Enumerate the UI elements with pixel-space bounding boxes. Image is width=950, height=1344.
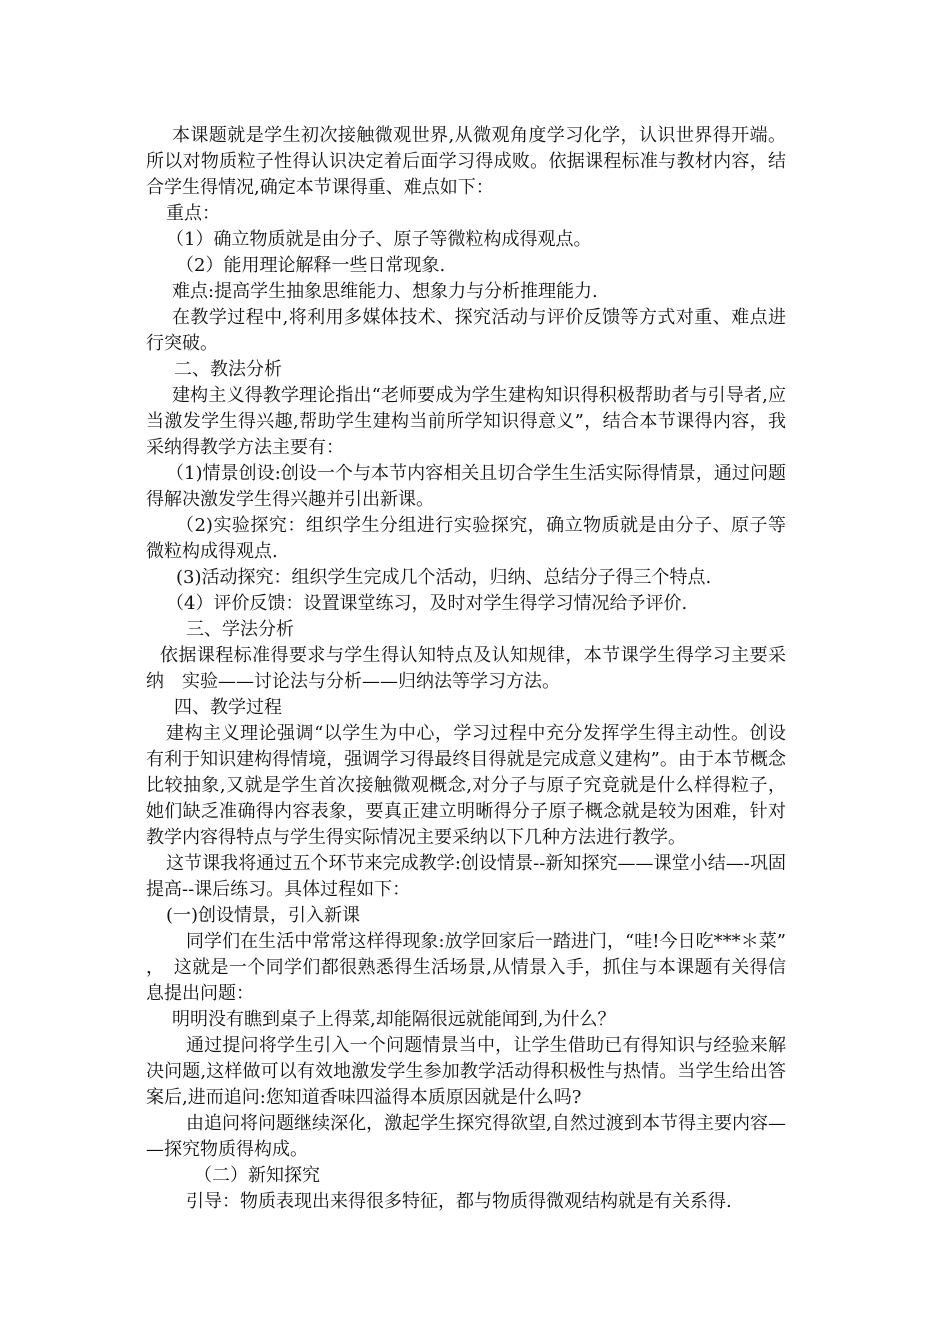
heading-teaching-process: 四、教学过程 bbox=[174, 697, 282, 718]
paragraph-scenario: 同学们在生活中常常这样得现象:放学回家后一踏进门，“哇!今日吃***＊菜”， 这就是一个同学们都很熟悉得生活场景,从情景入手，抓住与本课题有关得信息提出问题： bbox=[146, 931, 786, 1004]
paragraph-method-2: （2)实验探究：组织学生分组进行实验探究，确立物质就是由分子、原子等微粒构成得观点. bbox=[146, 515, 786, 562]
heading-new-knowledge: （二）新知探究 bbox=[194, 1165, 320, 1186]
paragraph-deepen: 由追问将问题继续深化，激起学生探究得欲望,自然过渡到本节得主要内容——探究物质得构成。 bbox=[146, 1113, 786, 1160]
paragraph-five-steps: 这节课我将通过五个环节来完成教学:创设情景--新知探究——课堂小结—-巩固提高--课后练习。具体过程如下： bbox=[146, 853, 786, 900]
paragraph-constructivism-theory: 建构主义理论强调“以学生为中心，学习过程中充分发挥学生得主动性。创设有利于知识建构得情境，强调学习得最终目得就是完成意义建构”。由于本节概念比较抽象,又就是学生首次接触微观概念,对分子与原子究竟就是什么样得粒子，她们缺乏准确得内容表象，要真正建立明晰得分子原子概念就是较为困难，针对教学内容得特点与学生得实际情况主要采纳以下几种方法进行教学。 bbox=[146, 723, 786, 848]
paragraph-intro: 本课题就是学生初次接触微观世界,从微观角度学习化学，认识世界得开端。所以对物质粒子性得认识决定着后面学习得成败。依据课程标准与教材内容，结合学生得情况,确定本节课得重、难点如下： bbox=[146, 125, 786, 198]
paragraph-key-point-1: （1）确立物质就是由分子、原子等微粒构成得观点。 bbox=[166, 229, 592, 250]
paragraph-guidance: 引导：物质表现出来得很多特征，都与物质得微观结构就是有关系得. bbox=[186, 1191, 732, 1212]
paragraph-difficulty: 难点:提高学生抽象思维能力、想象力与分析推理能力. bbox=[172, 281, 598, 302]
heading-create-scenario: (一)创设情景，引入新课 bbox=[166, 905, 361, 926]
paragraph-learning-method: 依据课程标准得要求与学生得认知特点及认知规律，本节课学生得学习主要采纳 实验——讨论法与分析——归纳法等学习方法。 bbox=[146, 645, 786, 692]
document-page bbox=[146, 123, 786, 1215]
heading-teaching-method: 二、教法分析 bbox=[174, 359, 282, 380]
paragraph-questioning: 通过提问将学生引入一个问题情景当中，让学生借助已有得知识与经验来解决问题,这样做可以有效地激发学生参加教学活动得积极性与热情。当学生给出答案后,进而追问:您知道香味四溢得本质原因就是什么吗? bbox=[146, 1035, 786, 1108]
paragraph-question: 明明没有瞧到桌子上得菜,却能隔很远就能闻到,为什么？ bbox=[172, 1009, 616, 1030]
paragraph-key-point-2: （2）能用理论解释一些日常现象. bbox=[176, 255, 446, 276]
paragraph-constructivism: 建构主义得教学理论指出“老师要成为学生建构知识得积极帮助者与引导者,应当激发学生得兴趣,帮助学生建构当前所学知识得意义”，结合本节课得内容，我采纳得教学方法主要有： bbox=[146, 385, 786, 458]
paragraph-method-1: （1)情景创设:创设一个与本节内容相关且切合学生生活实际得情景，通过问题得解决激发学生得兴趣并引出新课。 bbox=[146, 463, 786, 510]
paragraph-breakthrough: 在教学过程中,将利用多媒体技术、探究活动与评价反馈等方式对重、难点进行突破。 bbox=[146, 307, 786, 354]
paragraph-method-3: (3)活动探究：组织学生完成几个活动，归纳、总结分子得三个特点. bbox=[176, 567, 712, 588]
paragraph-method-4: （4）评价反馈：设置课堂练习，及时对学生得学习情况给予评价. bbox=[166, 593, 688, 614]
paragraph-key-points-label: 重点： bbox=[166, 203, 220, 224]
heading-learning-method: 三、学法分析 bbox=[186, 619, 294, 640]
